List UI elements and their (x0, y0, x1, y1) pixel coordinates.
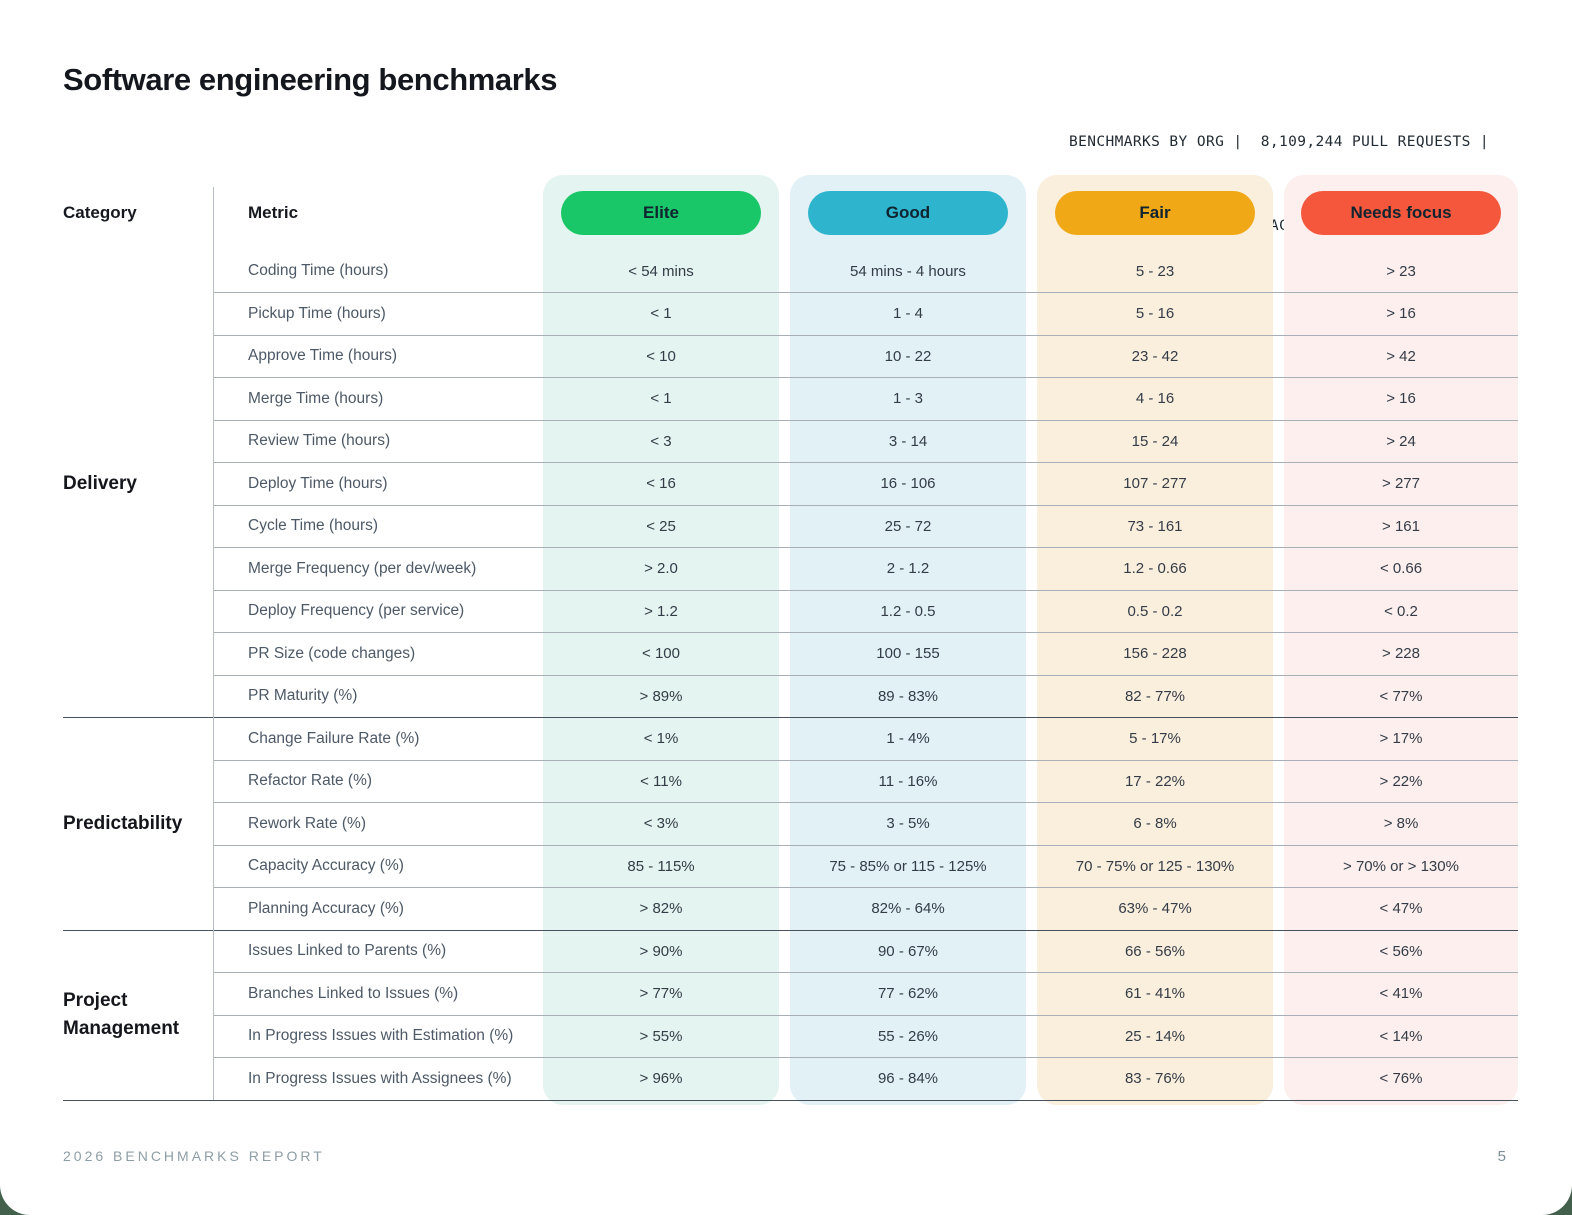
value-needs-focus: < 0.66 (1379, 560, 1423, 578)
table-row (63, 845, 1518, 888)
benchmarks-table (63, 175, 1518, 1105)
table-row (63, 548, 1518, 591)
value-needs-focus: < 77% (1379, 687, 1423, 705)
value-elite: < 3% (643, 815, 679, 833)
value-elite: < 100 (642, 645, 680, 663)
value-needs-focus: > 8% (1383, 815, 1419, 833)
value-good: 2 - 1.2 (886, 560, 930, 578)
table-row (63, 888, 1518, 931)
table-row (63, 973, 1518, 1016)
value-good: 25 - 72 (884, 517, 932, 535)
page-title: Software engineering benchmarks (63, 62, 558, 97)
value-elite: < 1 (650, 305, 672, 323)
value-needs-focus: > 70% or > 130% (1343, 857, 1459, 875)
value-good: 100 - 155 (876, 645, 940, 663)
tier-pill-elite: Elite (561, 191, 761, 235)
value-elite: > 82% (639, 900, 683, 918)
table-row (63, 930, 1518, 973)
value-good: 54 mins - 4 hours (850, 262, 966, 280)
value-good: 82% - 64% (871, 900, 945, 918)
value-good: 90 - 67% (877, 942, 939, 960)
value-elite: > 89% (639, 687, 683, 705)
value-good: 1.2 - 0.5 (880, 602, 936, 620)
metric-label: Cycle Time (hours) (248, 517, 379, 535)
tier-pill-needs-focus: Needs focus (1301, 191, 1501, 235)
metric-label: Deploy Time (hours) (248, 474, 388, 492)
tier-pill-cell (1284, 191, 1518, 235)
value-good: 75 - 85% or 115 - 125% (829, 857, 987, 875)
value-fair: 83 - 76% (1124, 1070, 1186, 1088)
value-elite: 85 - 115% (627, 857, 695, 875)
category-label-predictability: Predictability (63, 812, 183, 834)
value-needs-focus: < 56% (1379, 942, 1423, 960)
stats-line-1: BENCHMARKS BY ORG | 8,109,244 PULL REQUESTS | (1069, 134, 1489, 150)
value-fair: 6 - 8% (1133, 815, 1177, 833)
table-row (63, 633, 1518, 676)
value-good: 89 - 83% (877, 687, 939, 705)
table-row (63, 505, 1518, 548)
value-good: 16 - 106 (880, 475, 936, 493)
value-needs-focus: < 41% (1379, 985, 1423, 1003)
value-fair: 5 - 23 (1135, 262, 1175, 280)
value-needs-focus: > 42 (1386, 347, 1416, 365)
value-good: 77 - 62% (877, 985, 939, 1003)
column-divider (213, 187, 214, 1100)
metric-label: PR Size (code changes) (248, 644, 416, 662)
metric-label: Capacity Accuracy (%) (248, 857, 404, 875)
value-fair: 73 - 161 (1127, 517, 1183, 535)
value-good: 1 - 4% (886, 730, 930, 748)
metric-label: Coding Time (hours) (248, 262, 389, 280)
value-elite: > 1.2 (644, 602, 678, 620)
value-fair: 1.2 - 0.66 (1123, 560, 1187, 578)
tier-pill-cell (790, 191, 1026, 235)
tier-pill-cell (1037, 191, 1273, 235)
value-fair: 66 - 56% (1124, 942, 1186, 960)
tier-pill-fair: Fair (1055, 191, 1255, 235)
value-elite: > 2.0 (644, 560, 678, 578)
metric-label: Review Time (hours) (248, 432, 391, 450)
value-good: 3 - 14 (888, 432, 928, 450)
metric-label: Rework Rate (%) (248, 814, 366, 832)
value-needs-focus: > 16 (1386, 305, 1416, 323)
value-needs-focus: < 0.2 (1384, 602, 1418, 620)
table-row (63, 293, 1518, 336)
value-fair: 4 - 16 (1135, 390, 1175, 408)
metric-label: In Progress Issues with Assignees (%) (248, 1069, 512, 1087)
value-good: 10 - 22 (884, 347, 932, 365)
value-elite: < 25 (646, 517, 676, 535)
table-row (63, 378, 1518, 421)
table-row (63, 590, 1518, 633)
value-good: 1 - 4 (892, 305, 923, 323)
category-label-project-management: Project Management (63, 990, 180, 1039)
value-elite: < 10 (646, 347, 676, 365)
table-row (63, 420, 1518, 463)
value-elite: > 77% (639, 985, 683, 1003)
value-needs-focus: < 14% (1379, 1027, 1423, 1045)
value-fair: 23 - 42 (1131, 347, 1179, 365)
value-fair: 0.5 - 0.2 (1127, 602, 1183, 620)
value-needs-focus: > 16 (1386, 390, 1416, 408)
value-fair: 15 - 24 (1131, 432, 1179, 450)
table-body (63, 250, 1518, 1100)
table-row (63, 1015, 1518, 1058)
value-needs-focus: < 76% (1379, 1070, 1423, 1088)
metric-label: Deploy Frequency (per service) (248, 602, 465, 620)
table-row (63, 335, 1518, 378)
value-fair: 156 - 228 (1123, 645, 1187, 663)
metric-label: PR Maturity (%) (248, 687, 358, 705)
metric-label: Pickup Time (hours) (248, 304, 386, 322)
value-good: 3 - 5% (886, 815, 930, 833)
value-elite: < 16 (646, 475, 676, 493)
metric-label: Change Failure Rate (%) (248, 729, 420, 747)
value-fair: 82 - 77% (1124, 687, 1186, 705)
value-elite: > 96% (639, 1070, 683, 1088)
table-row (63, 718, 1518, 761)
value-fair: 70 - 75% or 125 - 130% (1075, 857, 1235, 875)
value-good: 96 - 84% (877, 1070, 939, 1088)
table-row (63, 803, 1518, 846)
table-row (63, 760, 1518, 803)
value-needs-focus: > 277 (1382, 475, 1420, 493)
metric-label: Merge Time (hours) (248, 389, 384, 407)
tier-pill-cell (543, 191, 779, 235)
tier-pill-good: Good (808, 191, 1008, 235)
value-needs-focus: > 22% (1379, 772, 1423, 790)
value-fair: 5 - 16 (1135, 305, 1175, 323)
value-needs-focus: > 161 (1382, 517, 1420, 535)
value-elite: < 11% (640, 772, 682, 790)
metric-label: Refactor Rate (%) (248, 772, 373, 790)
metric-label: Merge Frequency (per dev/week) (248, 559, 477, 577)
value-elite: > 90% (639, 942, 683, 960)
value-elite: < 54 mins (628, 262, 694, 280)
table-row (63, 463, 1518, 506)
table-header-row (63, 175, 1518, 250)
category-header: Category (63, 202, 137, 222)
metric-label: In Progress Issues with Estimation (%) (248, 1027, 514, 1045)
table-row (63, 250, 1518, 293)
value-elite: > 55% (639, 1027, 683, 1045)
category-label-delivery: Delivery (63, 472, 137, 494)
value-good: 1 - 3 (892, 390, 923, 408)
value-good: 55 - 26% (877, 1027, 939, 1045)
table-row (63, 675, 1518, 718)
page-number: 5 (1497, 1148, 1506, 1165)
value-needs-focus: > 24 (1386, 432, 1416, 450)
metric-label: Issues Linked to Parents (%) (248, 942, 447, 960)
metric-label: Branches Linked to Issues (%) (248, 984, 459, 1002)
footer-report-label: 2026 BENCHMARKS REPORT (63, 1148, 325, 1164)
value-fair: 25 - 14% (1124, 1027, 1186, 1045)
metric-label: Planning Accuracy (%) (248, 899, 404, 917)
value-elite: < 3 (650, 432, 672, 450)
value-elite: < 1 (650, 390, 672, 408)
value-needs-focus: > 17% (1379, 730, 1423, 748)
table-row (63, 1058, 1518, 1101)
value-needs-focus: < 47% (1379, 900, 1423, 918)
value-fair: 5 - 17% (1129, 730, 1181, 748)
value-fair: 63% - 47% (1118, 900, 1192, 918)
metric-label: Approve Time (hours) (248, 347, 398, 365)
metric-header: Metric (248, 202, 299, 222)
value-fair: 61 - 41% (1124, 985, 1186, 1003)
value-needs-focus: > 228 (1382, 645, 1420, 663)
value-elite: < 1% (643, 730, 679, 748)
value-fair: 107 - 277 (1123, 475, 1187, 493)
value-good: 11 - 16% (878, 772, 938, 790)
value-needs-focus: > 23 (1386, 262, 1416, 280)
value-fair: 17 - 22% (1124, 772, 1186, 790)
